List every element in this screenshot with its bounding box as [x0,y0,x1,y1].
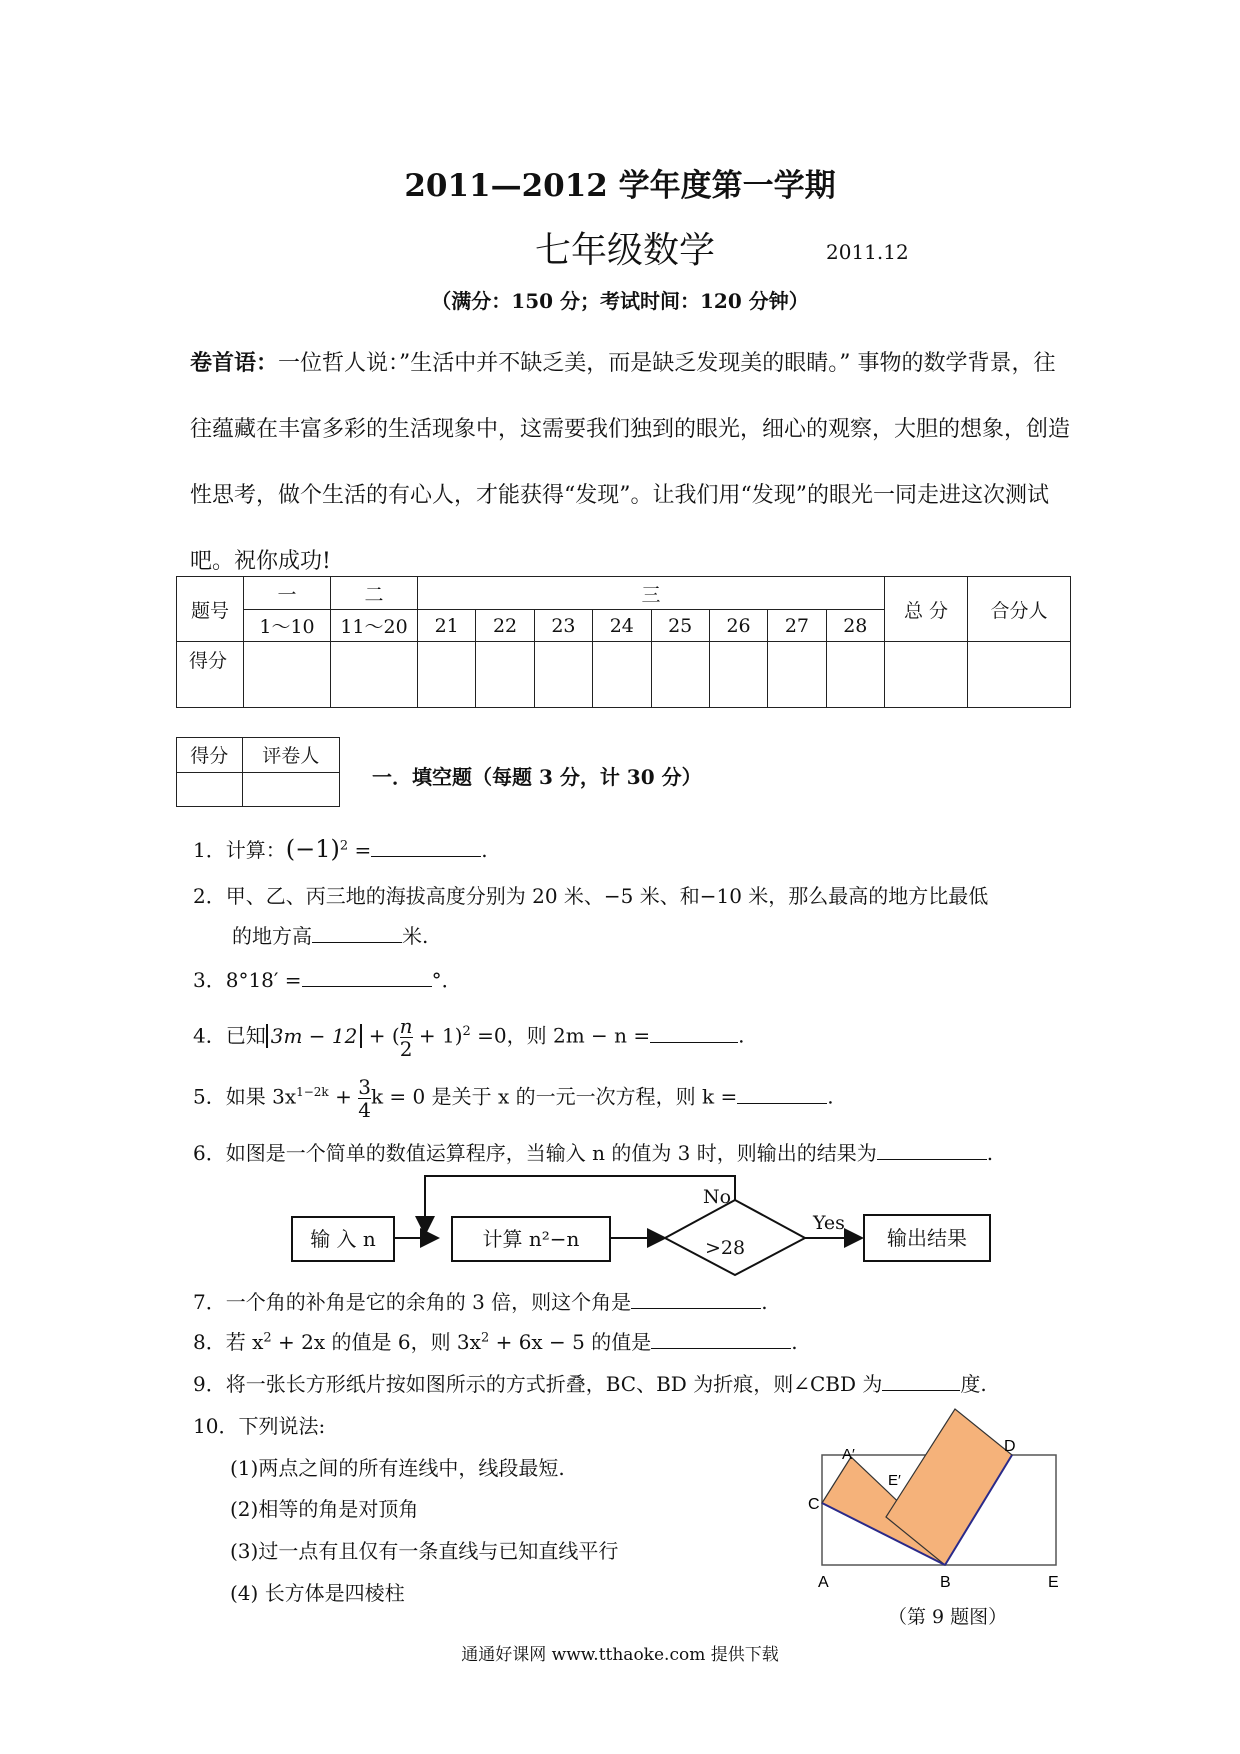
q4-plus: + ( [362,1023,400,1048]
score-cell[interactable] [968,642,1071,708]
section1-header: 一 [244,577,331,610]
grader-name-label: 评卷人 [242,738,339,773]
q5-number: 5． [193,1084,226,1109]
q7-end: . [761,1290,768,1314]
label-d: D [1004,1438,1016,1455]
q9-end: 度. [960,1372,987,1396]
q8-sup1: 2 [263,1330,272,1346]
question-2 [193,880,988,909]
q2-line1: 甲、乙、丙三地的海拔高度分别为 20 米、−5 米、和−10 米，那么最高的地方比最低 [225,884,989,908]
q8-answer-blank[interactable] [651,1328,791,1349]
question-9 [193,1368,987,1397]
q7-text: 一个角的补角是它的余角的 3 倍，则这个角是 [225,1290,632,1314]
q5-plus: + [328,1084,359,1109]
q10-text: 下列说法: [238,1414,326,1438]
q10-option: (1)两点之间的所有连线中，线段最短. [230,1456,565,1480]
grader-table [176,737,340,807]
q9-answer-blank[interactable] [882,1370,960,1391]
exam-info: （满分：150 分；考试时间：120 分钟） [431,289,809,313]
score-label: 得分 [177,642,244,708]
intro-paragraph [190,330,1070,595]
flow-output-box: 输出结果 [863,1214,991,1262]
q5-frac-den: 4 [358,1097,371,1122]
q5-end: . [827,1084,834,1109]
q2-answer-blank[interactable] [312,922,402,943]
flow-input-box: 输 入 n [291,1216,395,1262]
exam-title: 2011—2012 学年度第一学期 [404,168,836,204]
grader-name-cell[interactable] [242,772,339,807]
score-cell[interactable] [768,642,826,708]
q5-sup: 1−2k [296,1085,329,1099]
q6-number: 6． [193,1141,226,1165]
q9-text: 将一张长方形纸片按如图所示的方式折叠，BC、BD 为折痕，则∠CBD 为 [225,1372,883,1396]
q4-mid: + 1) [412,1023,463,1048]
score-cell[interactable] [331,642,418,708]
q5-frac-num: 3 [358,1074,371,1099]
item-header: 28 [826,610,884,642]
q2-number: 2． [193,884,226,908]
q7-number: 7． [193,1290,226,1314]
score-cell[interactable] [826,642,884,708]
q1-sup: 2 [339,838,349,854]
q4-number: 4． [193,1023,226,1048]
grader-score-label: 得分 [177,738,243,773]
intro-lead: 卷首语： [190,350,279,376]
q6-answer-blank[interactable] [877,1139,987,1160]
flow-condition-label: >28 [705,1237,746,1259]
q10-option: (3)过一点有且仅有一条直线与已知直线平行 [230,1539,619,1563]
question-3 [193,964,462,993]
question-1 [193,834,488,863]
question-7 [193,1286,768,1315]
range1-header: 1～10 [244,610,331,642]
q8-pre: 若 x [225,1330,264,1354]
q1-tail: = [348,838,372,862]
q3-number: 3． [193,968,226,992]
item-header: 23 [534,610,592,642]
q4-frac-den: 2 [399,1036,413,1061]
q7-answer-blank[interactable] [631,1288,761,1309]
figure-9-diagram [800,1405,1070,1590]
flow-no-label: No [703,1186,732,1208]
q4-end: . [738,1023,745,1048]
intro-text: 一位哲人说：”生活中并不缺乏美，而是缺乏发现美的眼睛。” 事物的数学背景，往往蕴藏在丰富多彩的生活现象中，这需要我们独到的眼光，细心的观察，大胆的想象，创造性思考，做个生活的有心人，才能获得“发现”。让我们用“发现”的眼光一同走进这次测试吧。祝你成功! [190,351,1071,574]
score-cell[interactable] [709,642,767,708]
item-header: 25 [651,610,709,642]
q2-line2: 的地方高 [232,924,312,948]
label-e: E [1048,1574,1059,1590]
item-header: 21 [418,610,476,642]
q8-mid2: + 6x − 5 的值是 [489,1330,652,1354]
section-title: 一．填空题（每题 3 分，计 30 分） [372,765,702,789]
q2-end: 米. [402,924,429,948]
label-b: B [940,1574,951,1590]
q5-fraction [358,1076,371,1121]
total-header: 总 分 [885,577,968,642]
exam-date: 2011.12 [826,240,909,264]
q8-mid1: + 2x 的值是 6，则 3x [271,1330,481,1354]
score-cell[interactable] [651,642,709,708]
subject-title: 七年级数学 [535,230,716,271]
score-cell[interactable] [534,642,592,708]
q3-answer-blank[interactable] [302,966,432,987]
flow-compute-box: 计算 n²−n [451,1216,611,1262]
score-cell[interactable] [418,642,476,708]
q3-end: °． [431,968,462,992]
label-c: C [808,1496,820,1513]
q8-end: . [791,1330,798,1354]
q4-sup: 2 [462,1024,471,1039]
label-a: A [818,1574,829,1590]
question-2-cont [232,920,428,949]
label-e-prime: E′ [888,1472,901,1489]
q8-sup2: 2 [480,1330,490,1346]
q4-frac-num: n [399,1013,413,1038]
q1-answer-blank[interactable] [371,836,481,857]
q9-number: 9． [193,1372,226,1396]
checker-header: 合分人 [968,577,1071,642]
footer-source: 通通好课网 www.tthaoke.com 提供下载 [461,1645,779,1665]
section2-header: 二 [331,577,418,610]
question-10 [193,1410,325,1439]
question-5 [193,1070,834,1121]
score-table [176,576,1071,708]
section3-header: 三 [418,577,885,610]
q1-text: 计算： [225,838,286,862]
q1-expr: (−1) [285,835,340,863]
item-header: 22 [476,610,534,642]
question-8 [193,1326,798,1355]
q5-mid: k = 0 是关于 x 的一元一次方程，则 k = [370,1084,738,1109]
label-a-prime: A′ [842,1446,855,1463]
question-6 [193,1137,993,1166]
q10-option: (2)相等的角是对顶角 [230,1497,419,1521]
q6-end: . [986,1141,994,1165]
q4-abs: 3m − 12 [266,1024,363,1048]
q10-option: (4) 长方体是四棱柱 [230,1581,405,1605]
q4-eq: =0，则 2m − n = [470,1023,651,1048]
item-header: 27 [768,610,826,642]
q1-number: 1． [193,838,226,862]
grader-score-cell[interactable] [177,772,243,807]
q5-answer-blank[interactable] [737,1083,827,1104]
question-4 [193,1010,745,1060]
score-cell[interactable] [476,642,534,708]
score-cell[interactable] [593,642,651,708]
q4-pre: 已知 [225,1023,266,1048]
item-header: 26 [709,610,767,642]
flow-yes-label: Yes [813,1212,845,1234]
q8-number: 8． [193,1330,226,1354]
q4-fraction [400,1015,413,1060]
q6-text: 如图是一个简单的数值运算程序，当输入 n 的值为 3 时，则输出的结果为 [225,1141,877,1165]
q10-number: 10． [193,1414,239,1438]
q4-answer-blank[interactable] [650,1022,738,1043]
figure-9-caption: （第 9 题图） [888,1606,1008,1628]
item-header: 24 [593,610,651,642]
q1-end: . [481,838,488,862]
q5-pre: 如果 3x [225,1084,297,1109]
range2-header: 11～20 [331,610,418,642]
row-label: 题号 [177,577,244,642]
q3-text: 8°18′ = [225,968,302,992]
score-cell[interactable] [244,642,331,708]
score-cell[interactable] [885,642,968,708]
